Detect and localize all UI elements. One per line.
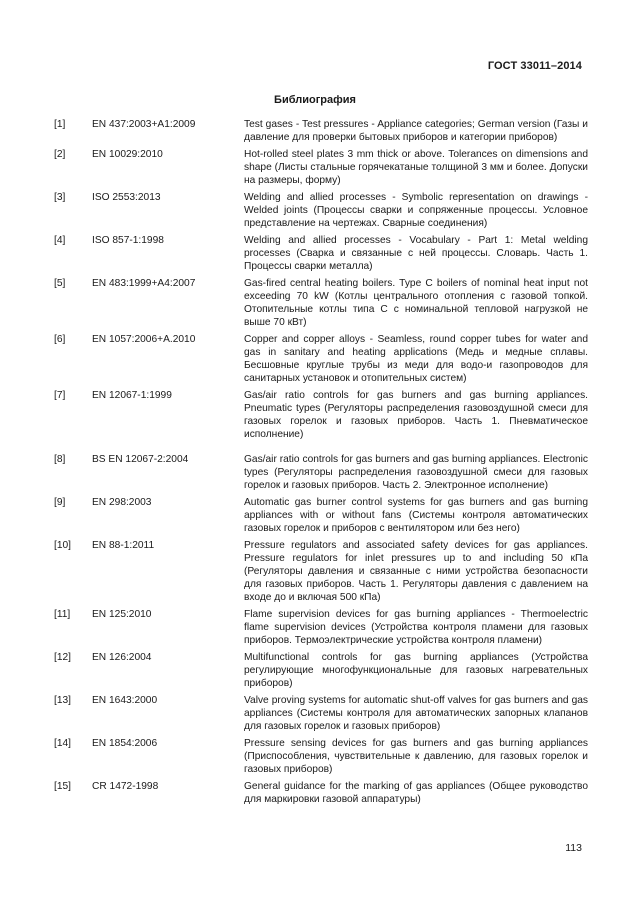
reference-item (54, 737, 588, 776)
reference-number: [1] (54, 119, 66, 130)
reference-item (54, 234, 588, 273)
reference-item (54, 118, 588, 144)
reference-number: [3] (54, 192, 66, 203)
reference-title: Gas/air ratio controls for gas burners and gas burning appliances. Pneumatic types (Регуляторы распределения газовоздушной смеси для газовых горелок и газовых приборов. Часть 1. Пневматическое исполнение) (244, 390, 588, 440)
reference-title: Pressure regulators and associated safety devices for gas appliances. Pressure regulators for inlet pressures up to and including 50 кПа (Регуляторы давления и связанные с ними устройства безопасности для газовых приборов. Часть 1. Регуляторы давления с давлением на входе до и включая 500 кПа) (244, 540, 588, 603)
reference-code: ISO 2553:2013 (92, 192, 161, 203)
bibliography-title: Библиография (274, 94, 356, 106)
page-number: 113 (565, 842, 582, 854)
reference-title: Gas-fired central heating boilers. Type C boilers of nominal heat input not exceeding 70 kW (Котлы центрального отопления с газовой топкой. Отопительные котлы типа С с номинальной тепловой нагрузкой не выше 70 кВт) (244, 278, 588, 328)
reference-title: Test gases - Test pressures - Appliance categories; German version (Газы и давление для проверки бытовых приборов и категории приборов) (244, 119, 588, 143)
reference-title: Welding and allied processes - Symbolic representation on drawings - Welded joints (Процессы сварки и сопряженные процессы. Условное представление на чертежах. Сварные соединения) (244, 192, 588, 229)
reference-item (54, 277, 588, 329)
reference-code: ISO 857-1:1998 (92, 235, 164, 246)
reference-item (54, 694, 588, 733)
reference-code: EN 483:1999+A4:2007 (92, 278, 196, 289)
reference-code: EN 298:2003 (92, 497, 152, 508)
reference-item (54, 191, 588, 230)
reference-number: [8] (54, 454, 66, 465)
reference-number: [13] (54, 695, 71, 706)
reference-item (54, 780, 588, 806)
reference-item (54, 148, 588, 187)
reference-item (54, 496, 588, 535)
reference-title: Hot-rolled steel plates 3 mm thick or above. Tolerances on dimensions and shape (Листы стальные горячекатаные толщиной 3 мм и более. Допуски на размеры, форму) (244, 149, 588, 186)
reference-code: EN 126:2004 (92, 652, 152, 663)
reference-number: [4] (54, 235, 66, 246)
reference-code: EN 125:2010 (92, 609, 152, 620)
reference-code: EN 1643:2000 (92, 695, 158, 706)
reference-number: [11] (54, 609, 71, 620)
reference-code: EN 88-1:2011 (92, 540, 155, 551)
reference-number: [12] (54, 652, 71, 663)
reference-number: [7] (54, 390, 66, 401)
reference-item (54, 333, 588, 385)
reference-title: Automatic gas burner control systems for gas burners and gas burning appliances with or without fans (Системы контроля автоматических газовых горелок и приборов с вентилятором или без него) (244, 497, 588, 534)
reference-item (54, 608, 588, 647)
reference-code: EN 10029:2010 (92, 149, 163, 160)
reference-code: EN 437:2003+A1:2009 (92, 119, 196, 130)
reference-number: [14] (54, 738, 71, 749)
reference-number: [10] (54, 540, 71, 551)
reference-title: Flame supervision devices for gas burning appliances - Thermoelectric flame supervision devices (Устройства контроля пламени для газовых приборов. Термоэлектрические устройства контроля пламени) (244, 609, 588, 646)
standard-code-header: ГОСТ 33011–2014 (487, 60, 582, 72)
reference-title: Copper and copper alloys - Seamless, round copper tubes for water and gas in sanitary and heating applications (Медь и медные сплавы. Бесшовные круглые трубы из меди для водо-и газопроводов для санитарных установок и отопительных систем) (244, 334, 588, 384)
reference-item (54, 453, 588, 492)
reference-number: [9] (54, 497, 66, 508)
reference-item (54, 651, 588, 690)
reference-title: Pressure sensing devices for gas burners and gas burning appliances (Приспособления, чувствительные к давлению, для газовых горелок и газовых приборов) (244, 738, 588, 775)
reference-code: EN 1057:2006+A.2010 (92, 334, 196, 345)
reference-title: Gas/air ratio controls for gas burners and gas burning appliances. Electronic types (Регуляторы распределения газовоздушной смеси для газовых горелок и газовых приборов. Часть 2. Электронное исполнение) (244, 454, 588, 491)
reference-item (54, 539, 588, 604)
reference-title: Valve proving systems for automatic shut-off valves for gas burners and gas appliances (Системы контроля для автоматических запорных клапанов для газовых горелок и газовых приборов) (244, 695, 588, 732)
reference-number: [15] (54, 781, 71, 792)
reference-code: CR 1472-1998 (92, 781, 159, 792)
reference-code: BS EN 12067-2:2004 (92, 454, 189, 465)
reference-title: General guidance for the marking of gas appliances (Общее руководство для маркировки газовой аппаратуры) (244, 781, 588, 805)
reference-code: EN 1854:2006 (92, 738, 158, 749)
reference-number: [5] (54, 278, 66, 289)
reference-item (54, 389, 588, 441)
reference-title: Multifunctional controls for gas burning appliances (Устройства регулирующие многофункциональные для газовых нагревательных приборов) (244, 652, 588, 689)
reference-title: Welding and allied processes - Vocabulary - Part 1: Metal welding processes (Сварка и связанные с ней процессы. Словарь. Часть 1. Процессы сварки металла) (244, 235, 588, 272)
reference-list (54, 118, 588, 810)
reference-number: [2] (54, 149, 66, 160)
reference-code: EN 12067-1:1999 (92, 390, 172, 401)
reference-number: [6] (54, 334, 66, 345)
